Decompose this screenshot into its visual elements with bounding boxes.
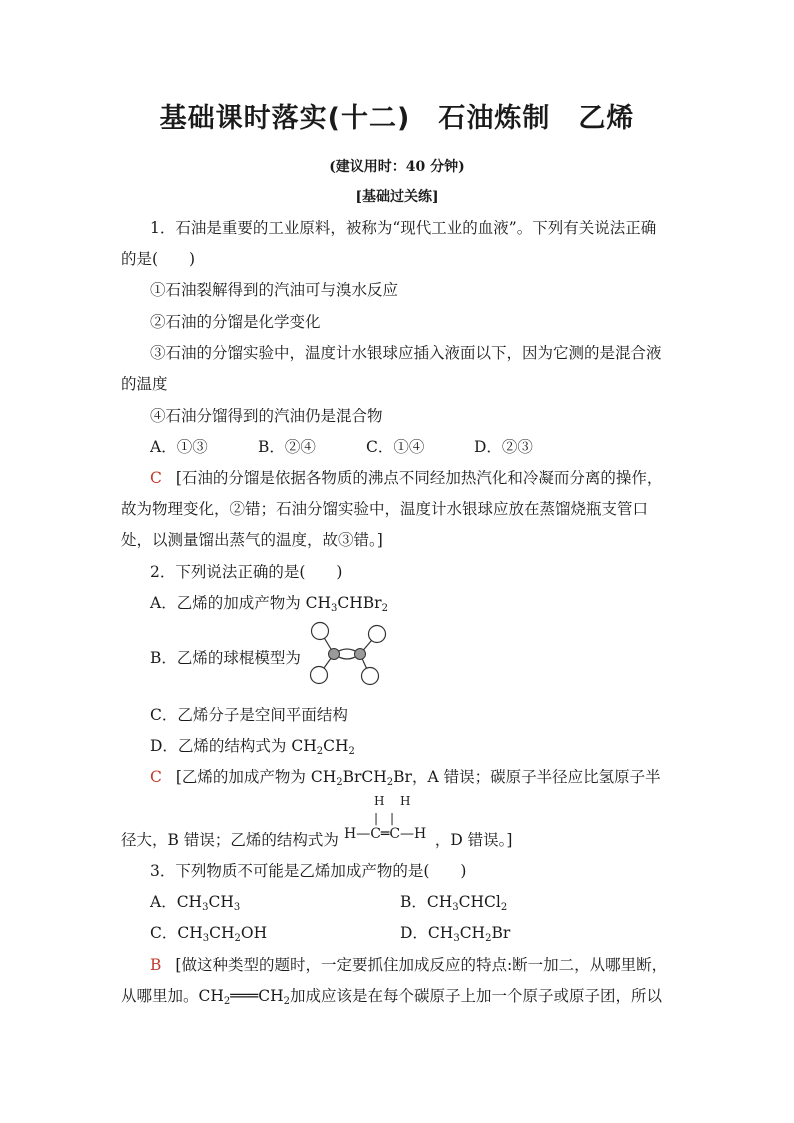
q1-explanation-line2: 故为物理变化，②错；石油分馏实验中，温度计水银球应放在蒸馏烧瓶支管口 [121, 500, 649, 518]
q3-option-b: B．$CH_3CHCl_2$ [400, 893, 508, 913]
formula-h-top-1: H [374, 794, 385, 808]
q1-statement-3-line1: ③石油的分馏实验中，温度计水银球应插入液面以下，因为它测的是混合液 [150, 344, 662, 362]
q1-explanation-text1: [石油的分馏是依据各物质的沸点不同经加热汽化和冷凝而分离的操作， [175, 469, 663, 487]
q3-option-c: C．$CH_3CH_2OH$ [150, 924, 268, 944]
page-title: 基础课时落实(十二) 石油炼制 乙烯 [159, 103, 635, 134]
q1-explanation-line1 [150, 466, 662, 488]
q1-option-a: A．①③ [150, 438, 208, 456]
q2-option-b: B．乙烯的球棍模型为 [150, 649, 301, 667]
q1-explanation-line3: 处，以测量馏出蒸气的温度，故③错。] [121, 531, 383, 549]
ethylene-ball-stick-model [304, 618, 394, 690]
q2-stem: 2．下列说法正确的是( ) [150, 563, 343, 581]
q1-option-c: C．①④ [366, 438, 425, 456]
q3-options-row1 [150, 890, 650, 912]
q2-explanation-line2: 径大，B 错误；乙烯的结构式为 ，D 错误。] [121, 831, 513, 849]
hydrogen-atom-3 [369, 626, 386, 643]
q3-explanation-line2: 从哪里加。$CH_2═══CH_2$加成应该是在每个碳原子上加一个原子或原子团，所以 [121, 987, 663, 1007]
carbon-atom-2 [355, 649, 366, 660]
formula-vertical-bonds: | | [374, 811, 395, 825]
q3-explanation-line1: B [做这种类型的题时，一定要抓住加成反应的特点:断一加二，从哪里断， [150, 956, 668, 974]
q2-option-a: A．乙烯的加成产物为 $CH_3CHBr_2$ [150, 594, 388, 614]
q1-options [150, 435, 582, 457]
formula-h-top-2: H [400, 794, 411, 808]
q2-explanation-line1: C [乙烯的加成产物为 $CH_2BrCH_2Br$，A 错误；碳原子半径应比氢原子半 [150, 768, 661, 788]
hydrogen-atom-1 [312, 623, 329, 640]
q2-option-c: C．乙烯分子是空间平面结构 [150, 706, 348, 724]
section-heading: [基础过关练] [355, 189, 439, 205]
q1-answer: C [150, 469, 162, 487]
q3-option-d: D．$CH_3CH_2Br$ [400, 924, 511, 944]
formula-main-row: H—C═C—H [344, 826, 427, 842]
hydrogen-atom-4 [362, 668, 379, 685]
q1-option-b: B．②④ [258, 438, 316, 456]
q3-answer: B [150, 956, 162, 974]
q1-stem-line1: 1．石油是重要的工业原料，被称为“现代工业的血液”。下列有关说法正确 [150, 219, 657, 237]
q3-options-row2 [150, 921, 650, 943]
q1-statement-1: ①石油裂解得到的汽油可与溴水反应 [150, 281, 399, 299]
q1-stem-line2: 的是( ) [121, 250, 196, 268]
q1-statement-3-line2: 的温度 [121, 375, 168, 393]
carbon-atom-1 [329, 649, 340, 660]
q1-option-d: D．②③ [474, 438, 533, 456]
hydrogen-atom-2 [311, 667, 328, 684]
q3-stem: 3．下列物质不可能是乙烯加成产物的是( ) [150, 862, 467, 880]
time-note: (建议用时：40 分钟) [329, 159, 465, 175]
q3-option-a: A．$CH_3CH_3$ [150, 893, 241, 913]
q2-option-d: D．乙烯的结构式为 $CH_2CH_2$ [150, 737, 355, 757]
q1-statement-4: ④石油分馏得到的汽油仍是混合物 [150, 407, 383, 425]
q2-answer: C [150, 768, 162, 786]
q1-statement-2: ②石油的分馏是化学变化 [150, 313, 321, 331]
